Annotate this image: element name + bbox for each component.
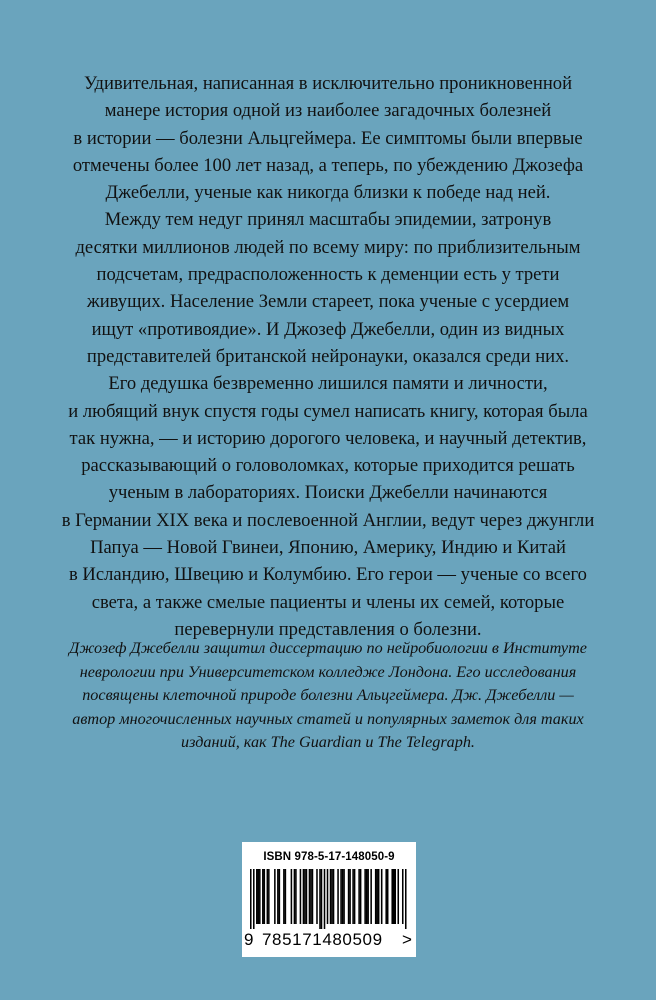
barcode-bar	[304, 869, 306, 924]
blurb-line: и любящий внук спустя годы сумел написать книгу, которая была	[68, 400, 588, 422]
barcode-bar	[333, 869, 335, 924]
blurb-line: ищут «противоядие». И Джозеф Джебелли, один из видных	[91, 318, 565, 340]
barcode-quiet-zone-mark: >	[402, 930, 412, 949]
barcode-bar	[310, 869, 312, 924]
bio-line: изданий, как The Guardian и The Telegraph.	[181, 733, 475, 751]
bio-line: неврологии при Университетском колледже Лондона. Его исследования	[79, 662, 577, 681]
barcode-bar	[391, 869, 393, 924]
barcode-bar	[277, 869, 279, 924]
barcode-bar	[274, 869, 276, 924]
barcode-bar	[259, 869, 261, 924]
blurb-line: в истории — болезни Альцгеймера. Ее симптомы были впервые	[73, 127, 583, 149]
barcode-bar	[253, 869, 255, 929]
blurb-line: ученым в лабораториях. Поиски Джебелли начинаются	[108, 482, 548, 504]
barcode-bar	[306, 869, 308, 924]
blurb-line: живущих. Население Земли стареет, пока ученые с усердием	[86, 291, 570, 313]
isbn-label: ISBN 978-5-17-148050-9	[263, 851, 395, 863]
bio-line: автор многочисленных научных статей и популярных заметок для таких	[72, 709, 584, 728]
barcode-bar	[294, 869, 296, 924]
blurb-line: Удивительная, написанная в исключительно проникновенной	[83, 73, 573, 94]
blurb-line: Папуа — Новой Гвинеи, Японию, Америку, Индию и Китай	[90, 537, 566, 559]
barcode-bar	[375, 869, 377, 924]
barcode-bar	[397, 869, 399, 924]
barcode-bar	[285, 869, 287, 924]
barcode-bar	[358, 869, 360, 924]
barcode-bar	[343, 869, 345, 924]
barcode-bar	[337, 869, 339, 924]
barcode-bar	[378, 869, 380, 924]
blurb-line: рассказывающий о головоломках, которые приходится решать	[81, 455, 575, 477]
barcode-bar	[330, 869, 332, 924]
barcode-bar	[267, 869, 269, 924]
barcode-bar	[283, 869, 285, 924]
barcode-bar	[291, 869, 293, 924]
barcode-bar	[354, 869, 356, 924]
barcode-bar	[316, 869, 318, 924]
blurb-line: так нужна, — и историю дорогого человека, и научный детектив,	[69, 427, 587, 449]
blurb-line: подсчетам, предрасположенность к деменции есть у трети	[96, 264, 560, 286]
barcode-lead-digit: 9	[244, 930, 254, 949]
barcode-bar	[331, 869, 333, 924]
blurb-line: десятки миллионов людей по всему миру: по приблизительным	[75, 236, 581, 258]
barcode-bar	[376, 869, 378, 924]
barcode-bar	[364, 869, 366, 924]
barcode-bar	[256, 869, 258, 924]
isbn-barcode	[242, 842, 416, 957]
blurb-line: в Германии XIX века и послевоенной Англии, ведут через джунгли	[61, 509, 595, 531]
barcode-bars	[250, 869, 408, 929]
barcode-bar	[250, 869, 252, 929]
barcode-bar	[394, 869, 396, 924]
blurb-line: света, а также смелые пациенты и члены их семей, которые	[91, 591, 565, 613]
barcode-bar	[319, 869, 321, 929]
barcode-bar	[312, 869, 314, 924]
barcode-bar	[258, 869, 260, 924]
book-blurb	[30, 70, 626, 643]
barcode-bar	[349, 869, 351, 924]
barcode-bar	[385, 869, 387, 924]
barcode-bar	[303, 869, 305, 924]
blurb-line: манере история одной из наиболее загадочных болезней	[104, 100, 552, 122]
barcode-bar	[309, 869, 311, 924]
barcode-digits: 785171480509	[262, 930, 383, 949]
barcode-bar	[279, 869, 281, 924]
barcode-bar	[300, 869, 302, 924]
barcode-bar	[366, 869, 368, 924]
barcode-bar	[352, 869, 354, 924]
blurb-line: в Исландию, Швецию и Колумбию. Его герои — ученые со всего	[69, 564, 587, 586]
blurb-line: Его дедушка безвременно лишился памяти и личности,	[108, 373, 548, 395]
barcode-bar	[262, 869, 264, 924]
barcode-bar	[327, 869, 329, 924]
barcode-bar	[381, 869, 383, 924]
barcode-bar	[342, 869, 344, 924]
blurb-line: Джебелли, ученые как никогда близки к победе над ней.	[105, 182, 551, 204]
blurb-line: перевернули представления о болезни.	[174, 618, 482, 640]
blurb-line: Между тем недуг принял масштабы эпидемии, затронув	[104, 209, 552, 231]
barcode-bar	[367, 869, 369, 924]
barcode-bar	[370, 869, 372, 924]
author-bio	[20, 637, 636, 755]
barcode-bar	[340, 869, 342, 924]
barcode-bar	[321, 869, 323, 929]
blurb-line: отмечены более 100 лет назад, а теперь, по убеждению Джозефа	[72, 154, 584, 176]
bio-line: Джозеф Джебелли защитил диссертацию по нейробиологии в Институте	[69, 639, 587, 657]
barcode-bar	[324, 869, 326, 929]
blurb-line: представителей британской нейронауки, оказался среди них.	[86, 345, 570, 367]
barcode-bar	[402, 869, 404, 924]
barcode-bar	[387, 869, 389, 924]
barcode-bar	[393, 869, 395, 924]
barcode-bar	[268, 869, 270, 924]
barcode-bar	[295, 869, 297, 924]
barcode-bar	[264, 869, 266, 924]
barcode-bar	[405, 869, 407, 929]
barcode-bar	[360, 869, 362, 924]
barcode-bar	[348, 869, 350, 924]
bio-line: посвящены клеточной природе болезни Альцгеймера. Дж. Джебелли —	[82, 686, 574, 704]
